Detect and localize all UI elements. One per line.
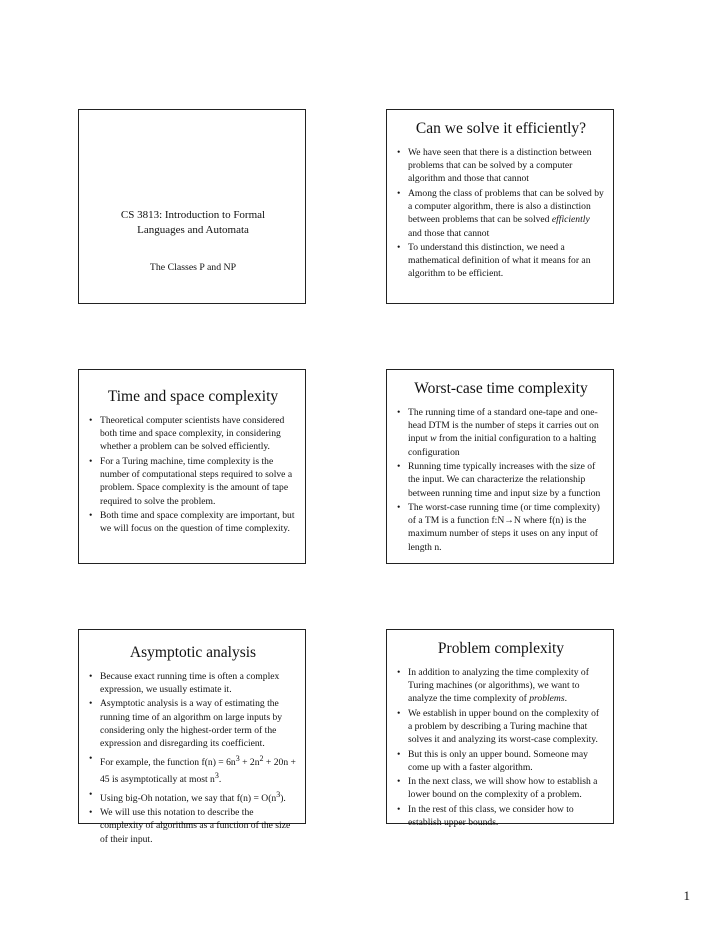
slide-title: Time and space complexity [107,388,279,405]
slide-title: Problem complexity [437,640,565,657]
bullet-item: • Running time typically increases with the size of the input. We can characterize the relationship between running time and input size by a function [397,460,605,500]
bullet-item: • To understand this distinction, we need a mathematical definition of what it means for an algorithm to be efficient. [397,241,605,281]
course-title-line1: CS 3813: Introduction to Formal [120,209,266,221]
course-title-line2: Languages and Automata [137,224,249,236]
bullet-item: • The worst-case running time (or time complexity) of a TM is a function f:N→N where f(n) is the maximum number of steps it uses on any input of length n. [397,501,605,554]
bullet-item: • Because exact running time is often a complex expression, we usually estimate it. [89,670,297,697]
bullet-item: • In addition to analyzing the time complexity of Turing machines (or algorithms), we want to analyze the time complexity of problems. [397,666,605,706]
bullet-list [397,666,605,830]
slide-1 [78,109,306,304]
slide-3 [78,369,306,564]
bullet-item: • In the next class, we will show how to establish a lower bound on the complexity of a problem. [397,775,605,802]
slide-5 [78,629,306,845]
bullet-item: • Using big-Oh notation, we say that $f(n) = O(n^3)$. [89,788,297,805]
bullet-item: • For a Turing machine, time complexity is the number of computational steps required to solve a problem. Space complexity is the amount of tape required to solve the problem. [89,455,297,508]
slide-title: Can we solve it efficiently? [415,120,587,137]
bullet-item: • Asymptotic analysis is a way of estimating the running time of an algorithm on large inputs by considering only the highest-order term of the expression and disregarding its coefficient. [89,697,297,750]
slide-title: Asymptotic analysis [129,644,257,661]
bullet-item: • For example, the function $f(n) = 6n^3 + 2n^2 + 20n + 45$ is asymptotically at most $n^3$. [89,752,297,787]
bullet-item: • In the rest of this class, we consider how to establish upper bounds. [397,803,605,830]
bullet-item: • We will use this notation to describe the complexity of algorithms as a function of the size of their input. [89,806,297,846]
bullet-item: • The running time of a standard one-tape and one-head DTM is the number of steps it carries out on input w from the initial configuration to a halting configuration [397,406,605,459]
bullet-list [397,406,605,554]
bullet-item: • Theoretical computer scientists have considered both time and space complexity, in considering whether a problem can be solved efficiently. [89,414,297,454]
lecture-subtitle: The Classes P and NP [149,262,237,273]
bullet-item: • We have seen that there is a distinction between problems that can be solved by a computer algorithm and those that cannot [397,146,605,186]
bullet-item: • Among the class of problems that can be solved by a computer algorithm, there is also a distinction between problems that can be solved efficiently and those that cannot [397,187,605,240]
bullet-item: • Both time and space complexity are important, but we will focus on the question of time complexity. [89,509,297,536]
slide-4 [386,369,614,564]
bullet-list [89,670,297,846]
page-number: 1 [683,888,690,903]
bullet-item: • But this is only an upper bound. Someone may come up with a faster algorithm. [397,748,605,775]
bullet-item: • We establish in upper bound on the complexity of a problem by describing a Turing machine that solves it and analyzing its worst-case complexity. [397,707,605,747]
slide-title: Worst-case time complexity [414,380,588,397]
bullet-list [397,146,605,281]
slide-2 [386,109,614,304]
course-title [89,208,297,238]
bullet-list [89,414,297,536]
slide-6 [386,629,614,829]
